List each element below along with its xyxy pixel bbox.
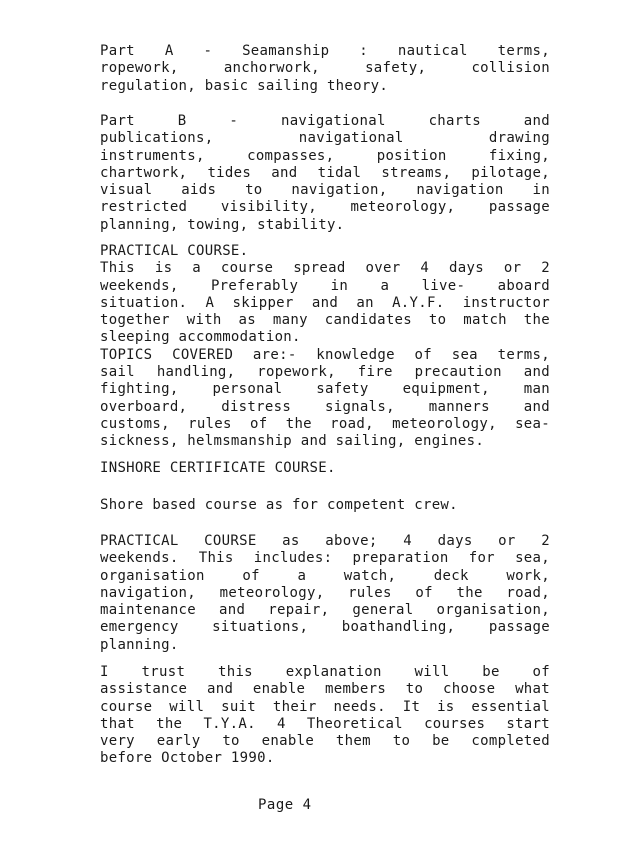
- text-line: very early to enable them to be completed: [100, 733, 550, 750]
- text-line: fighting, personal safety equipment, man: [100, 381, 550, 398]
- page-number: Page 4: [258, 797, 312, 813]
- text-line: publications, navigational drawing: [100, 130, 550, 147]
- text-line: assistance and enable members to choose what: [100, 681, 550, 698]
- text-line: regulation, basic sailing theory.: [100, 77, 389, 94]
- text-line: overboard, distress signals, manners and: [100, 398, 550, 415]
- part-a-paragraph: [100, 43, 550, 95]
- text-line: ropework, anchorwork, safety, collision: [100, 60, 550, 77]
- text-line: weekends. This includes: preparation for sea,: [100, 550, 550, 567]
- text-line: PRACTICAL COURSE as above; 4 days or 2: [100, 533, 550, 549]
- text-line: instruments, compasses, position fixing,: [100, 147, 550, 164]
- section-heading: INSHORE CERTIFICATE COURSE.: [100, 460, 336, 476]
- text-line: emergency situations, boathandling, passage: [100, 619, 550, 636]
- text-line: I trust this explanation will be of: [100, 664, 550, 680]
- practical-course-paragraph: [100, 243, 550, 451]
- text-line: visual aids to navigation, navigation in: [100, 182, 550, 199]
- text-line: course will suit their needs. It is essential: [100, 698, 550, 715]
- text-line: Shore based course as for competent crew.: [100, 497, 458, 513]
- text-line: planning, towing, stability.: [100, 216, 345, 233]
- text-line: sail handling, ropework, fire precaution and: [100, 364, 550, 381]
- section-heading: PRACTICAL COURSE.: [100, 243, 249, 259]
- inshore-heading: [100, 460, 550, 477]
- text-line: maintenance and repair, general organisation,: [100, 602, 550, 619]
- text-line: customs, rules of the road, meteorology, sea-: [100, 415, 550, 432]
- text-line: sickness, helmsmanship and sailing, engines.: [100, 433, 485, 450]
- text-line: organisation of a watch, deck work,: [100, 567, 550, 584]
- text-line: situation. A skipper and an A.Y.F. instructor: [100, 294, 550, 311]
- text-line: weekends, Preferably in a live- aboard: [100, 277, 550, 294]
- text-line: This is a course spread over 4 days or 2: [100, 260, 550, 277]
- text-line: navigation, meteorology, rules of the road,: [100, 584, 550, 601]
- text-line: that the T.Y.A. 4 Theoretical courses start: [100, 715, 550, 732]
- part-b-paragraph: [100, 113, 550, 234]
- text-line: together with as many candidates to match the: [100, 312, 550, 329]
- text-line: sleeping accommodation.: [100, 329, 301, 346]
- practical-course-2-paragraph: [100, 533, 550, 654]
- text-line: Part B - navigational charts and: [100, 113, 550, 129]
- text-line: planning.: [100, 636, 179, 653]
- closing-paragraph: [100, 664, 550, 768]
- text-line: Part A - Seamanship : nautical terms,: [100, 43, 550, 59]
- text-line: chartwork, tides and tidal streams, pilotage,: [100, 164, 550, 181]
- shore-based-paragraph: [100, 497, 550, 514]
- text-line: restricted visibility, meteorology, passage: [100, 199, 550, 216]
- text-line: TOPICS COVERED are:- knowledge of sea terms,: [100, 346, 550, 363]
- text-line: before October 1990.: [100, 750, 275, 767]
